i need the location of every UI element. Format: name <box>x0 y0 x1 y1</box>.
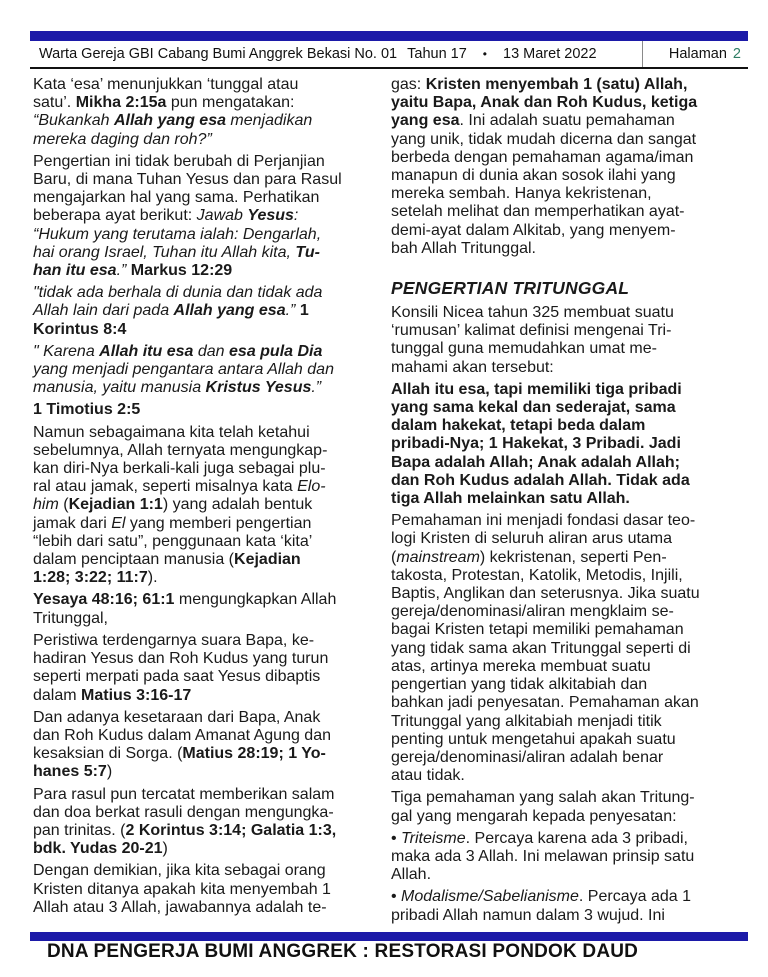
text-line: Tiga pemahaman yang salah akan Tritung- <box>391 789 695 807</box>
text-line: • Triteisme. Percaya karena ada 3 pribadi, <box>391 829 688 847</box>
text-line: Korintus 8:4 <box>33 320 127 338</box>
paragraph <box>391 304 735 377</box>
article-body <box>33 76 735 929</box>
text-line: dalam Matius 3:16-17 <box>33 686 192 704</box>
text-line: Tritunggal, <box>33 609 108 627</box>
text-line: gereja/denominasi/aliran adalah benar <box>391 748 664 766</box>
text-line: yang esa. Ini adalah suatu pemahaman <box>391 112 675 130</box>
page-number-cell <box>642 41 748 67</box>
text-line: hanes 5:7) <box>33 763 113 781</box>
paragraph <box>33 591 377 627</box>
text-line: Allah. <box>391 866 432 884</box>
text-line: kesaksian di Sorga. (Matius 28:19; 1 Yo- <box>33 745 326 763</box>
text-line: bagai Kristen tetapi memiliki pemahaman <box>391 621 684 639</box>
text-line: Kristen ditanya apakah kita menyembah 1 <box>33 880 331 898</box>
text-line: dalam hakekat, tetapi beda dalam <box>391 417 646 435</box>
paragraph <box>33 632 377 705</box>
text-line: dan doa berkat rasuli dengan mengungka- <box>33 803 334 821</box>
left-column <box>33 76 377 929</box>
text-line: “Bukankah Allah yang esa menjadikan <box>33 112 313 130</box>
text-line: logi Kristen di seluruh aliran arus utama <box>391 530 673 548</box>
text-line: takosta, Protestan, Katolik, Metodis, Injili, <box>391 566 683 584</box>
text-line: mengajarkan hal yang sama. Perhatikan <box>33 189 320 207</box>
page-header <box>30 41 748 69</box>
text-line: Pemahaman ini menjadi fondasi dasar teo- <box>391 512 696 530</box>
text-line: manapun di dunia akan sosok ilahi yang <box>391 167 676 185</box>
paragraph <box>33 786 377 859</box>
text-line: atas, artinya mereka membuat suatu <box>391 657 651 675</box>
text-line: Allah lain dari pada Allah yang esa.” 1 <box>33 302 309 320</box>
text-line: • Modalisme/Sabelianisme. Percaya ada 1 <box>391 888 691 906</box>
text-line: 1:28; 3:22; 11:7). <box>33 569 158 587</box>
text-line: bah Allah Tritunggal. <box>391 239 536 257</box>
text-line: mereka sembah. Hanya kekristenan, <box>391 185 652 203</box>
text-line: Dan adanya kesetaraan dari Bapa, Anak <box>33 708 321 726</box>
text-line: han itu esa.” Markus 12:29 <box>33 262 233 280</box>
footer-title: DNA PENGERJA BUMI ANGGREK : RESTORASI PONDOK DAUD <box>47 941 639 962</box>
text-line: dan Roh Kudus dalam Amanat Agung dan <box>33 726 331 744</box>
section-heading <box>391 278 735 298</box>
text-line: Tritunggal yang alkitabiah menjadi titik <box>391 712 662 730</box>
text-line: Allah atau 3 Allah, jawabannya adalah te- <box>33 898 327 916</box>
text-line: kan diri-Nya berkali-kali juga sebagai plu- <box>33 460 326 478</box>
text-line: (mainstream) kekristenan, seperti Pen- <box>391 548 667 566</box>
text-line: bahkan jadi penyesatan. Pemahaman akan <box>391 694 699 712</box>
text-line: tiga Allah melainkan satu Allah. <box>391 490 630 508</box>
text-line: ral atau jamak, seperti misalnya kata Elo- <box>33 478 326 496</box>
text-line: Para rasul pun tercatat memberikan salam <box>33 785 335 803</box>
text-line: him (Kejadian 1:1) yang adalah bentuk <box>33 496 313 514</box>
text-line: gal yang mengarah kepada penyesatan: <box>391 807 677 825</box>
text-line: pan trinitas. (2 Korintus 3:14; Galatia 1:3, <box>33 821 337 839</box>
text-line: " Karena Allah itu esa dan esa pula Dia <box>33 342 323 360</box>
paragraph <box>33 153 377 280</box>
header-info <box>30 46 642 62</box>
page-number: 2 <box>732 46 741 62</box>
paragraph <box>391 512 735 785</box>
top-accent-bar <box>30 31 748 41</box>
text-line: setelah melihat dan memperhatikan ayat- <box>391 203 685 221</box>
text-line: Kata ‘esa’ menunjukkan ‘tunggal atau <box>33 76 299 93</box>
newsletter-year: Tahun 17 <box>407 46 467 62</box>
right-column <box>391 76 735 929</box>
text-line: “lebih dari satu”, penggunaan kata ‘kita’ <box>33 532 313 550</box>
text-line: yang tidak sama akan Tritunggal seperti di <box>391 639 691 657</box>
paragraph <box>33 284 377 339</box>
text-line: hai orang Israel, Tuhan itu Allah kita, Tu- <box>33 243 320 261</box>
newsletter-date: 13 Maret 2022 <box>503 46 597 62</box>
text-line: Baptis, Anglikan dan seterusnya. Jika suatu <box>391 585 700 603</box>
text-line: satu’. Mikha 2:15a pun mengatakan: <box>33 94 295 112</box>
text-line: berbeda dengan pemahaman agama/iman <box>391 148 694 166</box>
paragraph <box>391 830 735 885</box>
text-line: pribadi-Nya; 1 Hakekat, 3 Pribadi. Jadi <box>391 435 681 453</box>
text-line: Peristiwa terdengarnya suara Bapa, ke- <box>33 631 315 649</box>
header-bullet-separator: • <box>482 47 487 61</box>
text-line: penting untuk mengetahui apakah suatu <box>391 730 676 748</box>
text-line: demi-ayat dalam Alkitab, yang menyem- <box>391 221 676 239</box>
text-line: Dengan demikian, jika kita sebagai orang <box>33 862 326 880</box>
text-line: PENGERTIAN TRITUNGGAL <box>391 278 630 299</box>
text-line: Allah itu esa, tapi memiliki tiga pribadi <box>391 380 682 398</box>
bottom-accent-bar <box>30 932 748 941</box>
newsletter-title: Warta Gereja GBI Cabang Bumi Anggrek Bekasi No. 01 <box>39 46 398 62</box>
paragraph <box>33 862 377 917</box>
text-line: "tidak ada berhala di dunia dan tidak ada <box>33 284 323 302</box>
page-number-label: Halaman <box>668 46 727 62</box>
paragraph <box>391 789 735 825</box>
text-line: seperti merpati pada saat Yesus dibaptis <box>33 668 321 686</box>
text-line: hadiran Yesus dan Roh Kudus yang turun <box>33 650 329 668</box>
text-line: jamak dari El yang memberi pengertian <box>33 514 312 532</box>
text-line: Namun sebagaimana kita telah ketahui <box>33 423 310 441</box>
text-line: tunggal guna memudahkan umat me- <box>391 340 657 358</box>
paragraph <box>391 381 735 508</box>
text-line: dan Roh Kudus adalah Allah. Tidak ada <box>391 471 690 489</box>
text-line: yaitu Bapa, Anak dan Roh Kudus, ketiga <box>391 94 698 112</box>
paragraph <box>33 76 377 149</box>
text-line: dalam penciptaan manusia (Kejadian <box>33 551 301 569</box>
paragraph <box>33 401 377 419</box>
text-line: yang unik, tidak mudah dicerna dan sangat <box>391 130 697 148</box>
text-line: Yesaya 48:16; 61:1 mengungkapkan Allah <box>33 591 337 609</box>
text-line: ‘rumusan’ kalimat definisi mengenai Tri- <box>391 322 672 340</box>
text-line: bdk. Yudas 20-21) <box>33 840 168 858</box>
paragraph <box>391 888 735 924</box>
text-line: pribadi Allah namun dalam 3 wujud. Ini <box>391 906 665 924</box>
paragraph <box>33 424 377 588</box>
text-line: gas: Kristen menyembah 1 (satu) Allah, <box>391 76 688 93</box>
text-line: gereja/denominasi/aliran mengklaim se- <box>391 603 674 621</box>
paragraph <box>391 76 735 258</box>
text-line: mereka daging dan roh?” <box>33 130 212 148</box>
text-line: sebelumnya, Allah ternyata mengungkap- <box>33 441 328 459</box>
text-line: 1 Timotius 2:5 <box>33 401 141 419</box>
text-line: Bapa adalah Allah; Anak adalah Allah; <box>391 453 680 471</box>
text-line: manusia, yaitu manusia Kristus Yesus.” <box>33 379 322 397</box>
text-line: Konsili Nicea tahun 325 membuat suatu <box>391 304 674 322</box>
text-line: beberapa ayat berikut: Jawab Yesus: <box>33 207 299 225</box>
text-line: maka ada 3 Allah. Ini melawan prinsip satu <box>391 847 695 865</box>
text-line: yang menjadi pengantara antara Allah dan <box>33 361 334 379</box>
text-line: mahami akan tersebut: <box>391 358 554 376</box>
text-line: pengertian yang tidak alkitabiah dan <box>391 676 648 694</box>
text-line: Pengertian ini tidak berubah di Perjanjian <box>33 152 325 170</box>
text-line: atau tidak. <box>391 767 465 785</box>
text-line: yang sama kekal dan sederajat, sama <box>391 399 676 417</box>
text-line: “Hukum yang terutama ialah: Dengarlah, <box>33 225 322 243</box>
paragraph <box>33 709 377 782</box>
text-line: Baru, di mana Tuhan Yesus dan para Rasul <box>33 171 342 189</box>
paragraph <box>33 343 377 398</box>
